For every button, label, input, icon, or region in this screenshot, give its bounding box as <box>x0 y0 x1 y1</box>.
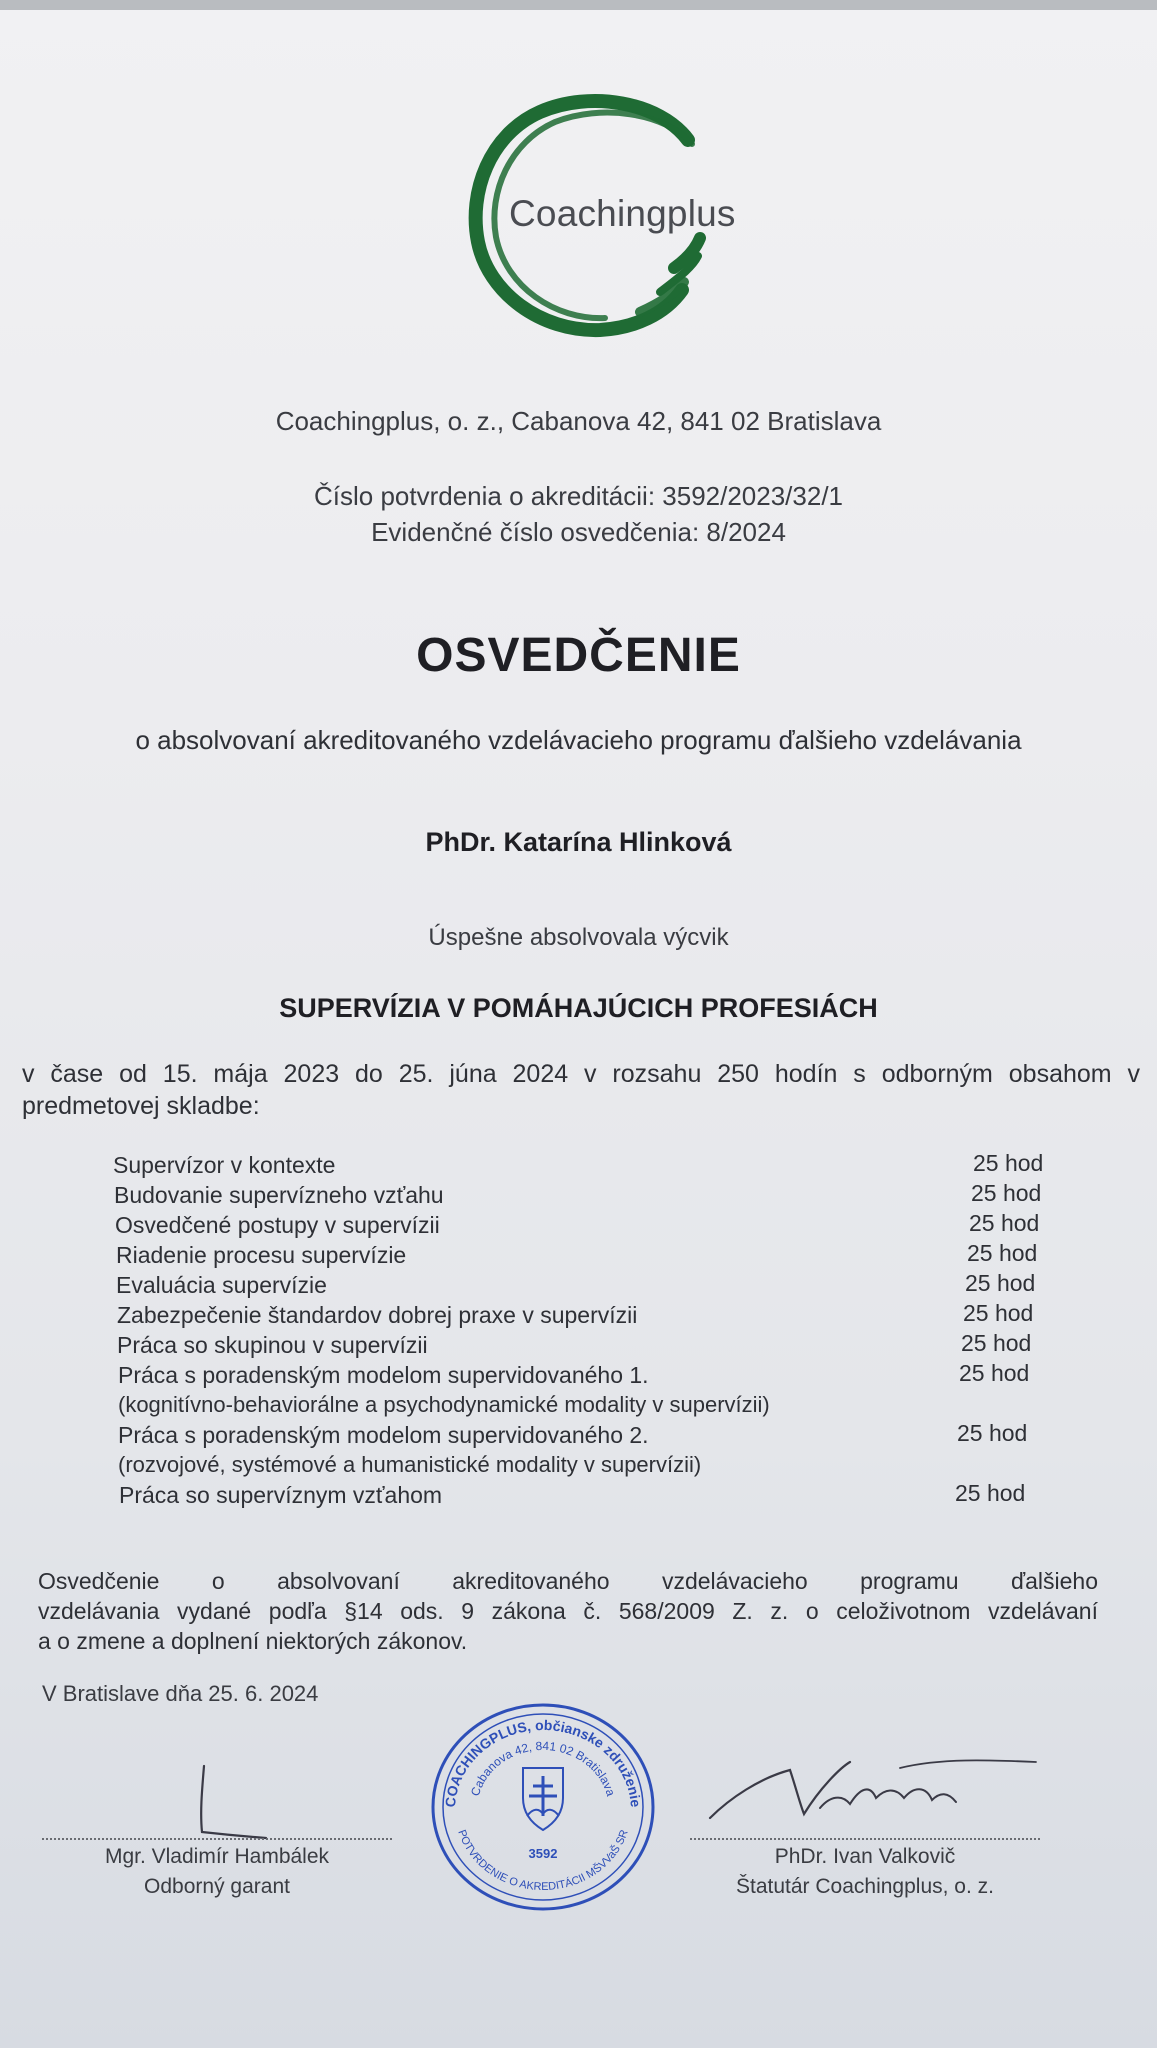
signatory-right <box>690 1842 1040 1902</box>
course-intro <box>22 1058 1140 1122</box>
module-title: Evaluácia supervízie <box>116 1272 327 1298</box>
signatory-left-role: Odborný garant <box>144 1875 290 1898</box>
module-hours: 25 hod <box>967 1240 1038 1266</box>
module-hours: 25 hod <box>965 1270 1036 1296</box>
signatory-right-name: PhDr. Ivan Valkovič <box>774 1845 956 1868</box>
module-note: (kognitívno-behaviorálne a psychodynamické modality v supervízii) <box>118 1392 770 1417</box>
module-note: (rozvojové, systémové a humanistické modality v supervízii) <box>118 1452 702 1477</box>
module-hours: 25 hod <box>955 1480 1026 1506</box>
stamp-top-text: COACHINGPLUS, občianske združenie <box>441 1716 645 1808</box>
stamp-bottom-text: POTVRDENIE O AKREDITÁCII MŠVVaŠ SR <box>455 1828 631 1894</box>
intro-line: v čase od 15. mája 2023 do 25. júna 2024 v rozsahu 250 hodín s odborným obsahom v <box>22 1060 1140 1088</box>
legal-line: Osvedčenie o absolvovaní akreditovaného vzdelávacieho programu ďalšieho <box>38 1568 1098 1594</box>
intro-line: predmetovej skladbe: <box>22 1092 260 1120</box>
coat-of-arms-icon <box>523 1768 563 1830</box>
signatory-right-role: Štatutár Coachingplus, o. z. <box>736 1875 994 1898</box>
signature-left-icon <box>180 1760 330 1840</box>
issuer-address: Coachingplus, o. z., Cabanova 42, 841 02 Bratislava <box>275 406 882 436</box>
certificate-title: OSVEDČENIE <box>416 629 741 682</box>
signature-line-left <box>42 1838 392 1840</box>
module-title: Práca s poradenským modelom supervidovaného 2. <box>118 1422 649 1448</box>
module-hours: 25 hod <box>973 1150 1044 1176</box>
registry-number: Evidenčné číslo osvedčenia: 8/2024 <box>371 517 786 547</box>
completion-text: Úspešne absolvovala výcvik <box>428 924 729 951</box>
module-title: Práca so supervíznym vzťahom <box>119 1482 443 1508</box>
certificate-subtitle: o absolvovaní akreditovaného vzdelávacieho programu ďalšieho vzdelávania <box>135 725 1022 755</box>
place-and-date: V Bratislave dňa 25. 6. 2024 <box>42 1681 319 1706</box>
module-title: Zabezpečenie štandardov dobrej praxe v supervízii <box>117 1302 638 1328</box>
module-title: Riadenie procesu supervízie <box>116 1242 407 1268</box>
module-title: Práca so skupinou v supervízii <box>117 1332 428 1358</box>
recipient-name: PhDr. Katarína Hlinková <box>425 827 732 857</box>
accreditation-block <box>0 478 1157 550</box>
signatory-left <box>42 1842 392 1902</box>
module-hours: 25 hod <box>971 1180 1042 1206</box>
module-hours: 25 hod <box>963 1300 1034 1326</box>
signature-right-icon <box>700 1748 1040 1838</box>
program-name: SUPERVÍZIA V POMÁHAJÚCICH PROFESIÁCH <box>279 993 878 1023</box>
legal-line: a o zmene a doplnení niektorých zákonov. <box>38 1628 468 1654</box>
module-title: Osvedčené postupy v supervízii <box>115 1212 440 1238</box>
official-stamp-icon <box>425 1698 661 1916</box>
module-hours: 25 hod <box>969 1210 1040 1236</box>
legal-line: vzdelávania vydané podľa §14 ods. 9 zákona č. 568/2009 Z. z. o celoživotnom vzdelávaní <box>38 1598 1098 1624</box>
module-title: Práca s poradenským modelom supervidovaného 1. <box>118 1362 649 1388</box>
module-hours: 25 hod <box>961 1330 1032 1356</box>
module-title: Budovanie supervízneho vzťahu <box>114 1182 444 1208</box>
module-title: Supervízor v kontexte <box>113 1152 336 1178</box>
stamp-number: 3592 <box>528 1846 558 1861</box>
signature-line-right <box>690 1838 1040 1840</box>
module-hours: 25 hod <box>957 1420 1028 1446</box>
module-hours: 25 hod <box>959 1360 1030 1386</box>
stamp-inner-text: Cabanova 42, 841 02 Bratislava <box>467 1738 619 1798</box>
module-list <box>0 1150 1157 1510</box>
brand-wordmark: Coachingplus <box>509 193 736 234</box>
signatory-left-name: Mgr. Vladimír Hambálek <box>104 1845 330 1868</box>
accreditation-number: Číslo potvrdenia o akreditácii: 3592/2023/32/1 <box>313 481 843 511</box>
legal-notice <box>38 1566 1098 1656</box>
